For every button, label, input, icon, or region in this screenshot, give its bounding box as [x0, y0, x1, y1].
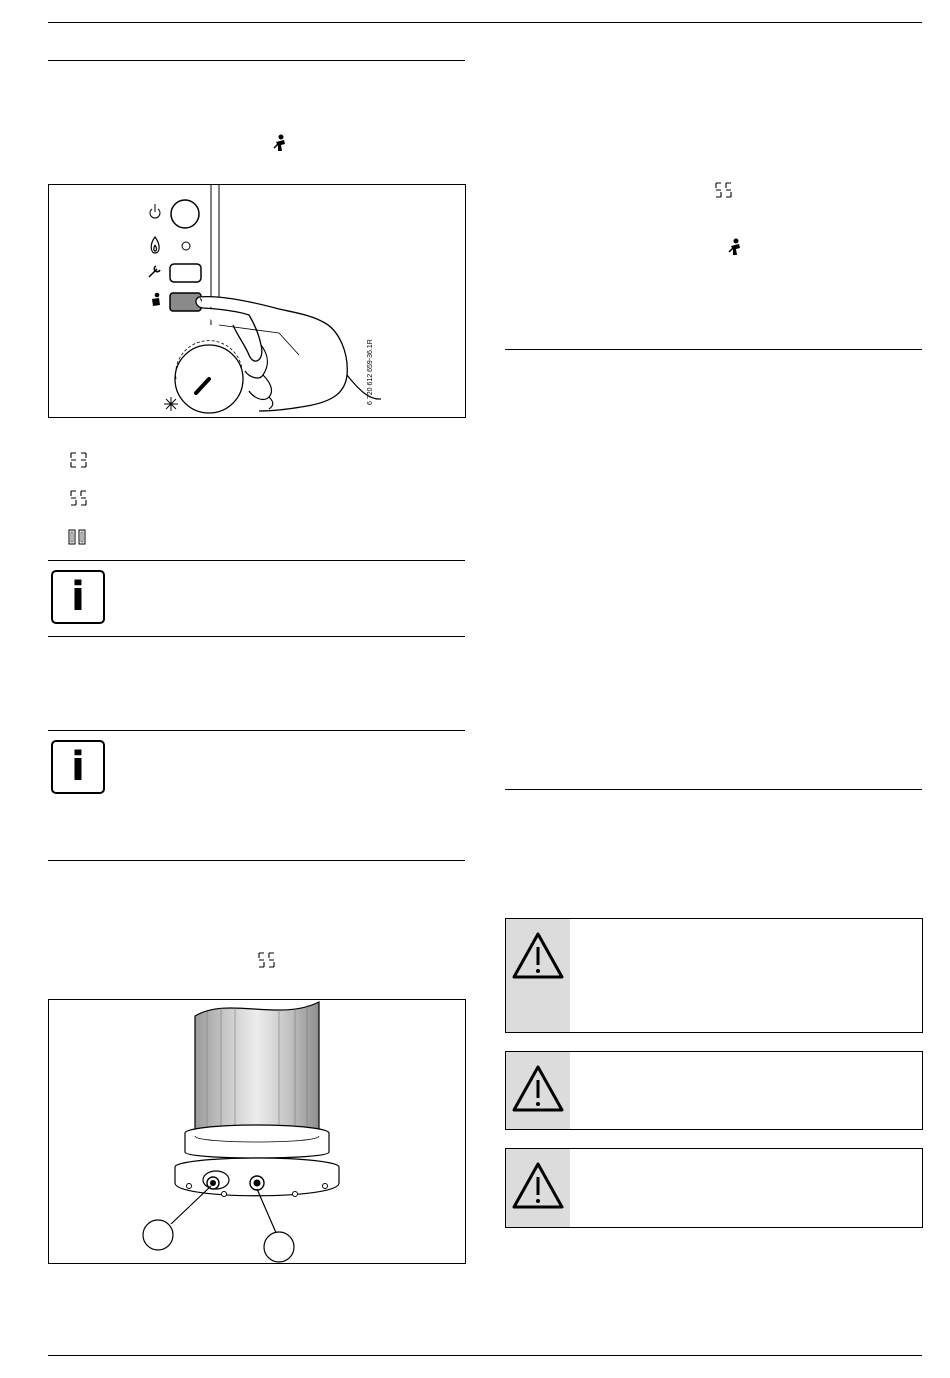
service-button[interactable]: [170, 264, 201, 282]
chimney-sweep-icon: [727, 238, 743, 261]
section-rule: [48, 730, 465, 731]
measuring-port-2: [250, 1176, 264, 1190]
chimney-sweep-icon: [152, 293, 160, 306]
figure-code: 6 720 612 659-36.1R: [367, 339, 374, 405]
callout-circle-2: [264, 1232, 294, 1262]
segment-display-icon: [714, 181, 734, 199]
frost-protection-icon: [164, 397, 178, 411]
page-header-rule: [48, 22, 922, 23]
section-rule: [48, 560, 465, 561]
warning-box: [505, 918, 923, 1033]
info-icon: i: [51, 740, 105, 794]
control-panel-illustration: [49, 185, 465, 417]
section-rule: [48, 860, 465, 861]
warning-triangle-icon: [511, 1064, 565, 1114]
segment-display-icon: [69, 451, 89, 469]
flame-icon: [151, 237, 159, 253]
power-icon: [150, 204, 160, 218]
warning-triangle-icon: [511, 1161, 565, 1211]
info-icon: i: [51, 570, 105, 624]
segment-display-icon: [257, 951, 277, 969]
warning-sidebar: [506, 1149, 570, 1227]
figure-flue-pipe: [48, 999, 466, 1264]
section-rule: [48, 636, 465, 637]
warning-sidebar: [506, 1052, 570, 1129]
segment-display-icon: [69, 489, 89, 507]
measuring-port-1: [203, 1171, 229, 1189]
section-rule: [505, 789, 922, 790]
page-footer-rule: [48, 1355, 922, 1356]
warning-sidebar: [506, 919, 570, 1032]
wrench-icon: [149, 266, 160, 277]
burner-led: [182, 242, 190, 250]
chimney-sweep-icon: [272, 134, 288, 157]
section-rule: [48, 60, 465, 61]
power-button[interactable]: [171, 200, 199, 228]
flue-pipe-illustration: [49, 1000, 465, 1263]
warning-box: [505, 1148, 923, 1228]
figure-control-panel: [48, 184, 466, 418]
callout-circle-1: [143, 1220, 173, 1250]
warning-box: [505, 1051, 923, 1130]
segment-display-icon: [67, 528, 87, 546]
warning-triangle-icon: [511, 931, 565, 981]
section-rule: [505, 349, 922, 350]
